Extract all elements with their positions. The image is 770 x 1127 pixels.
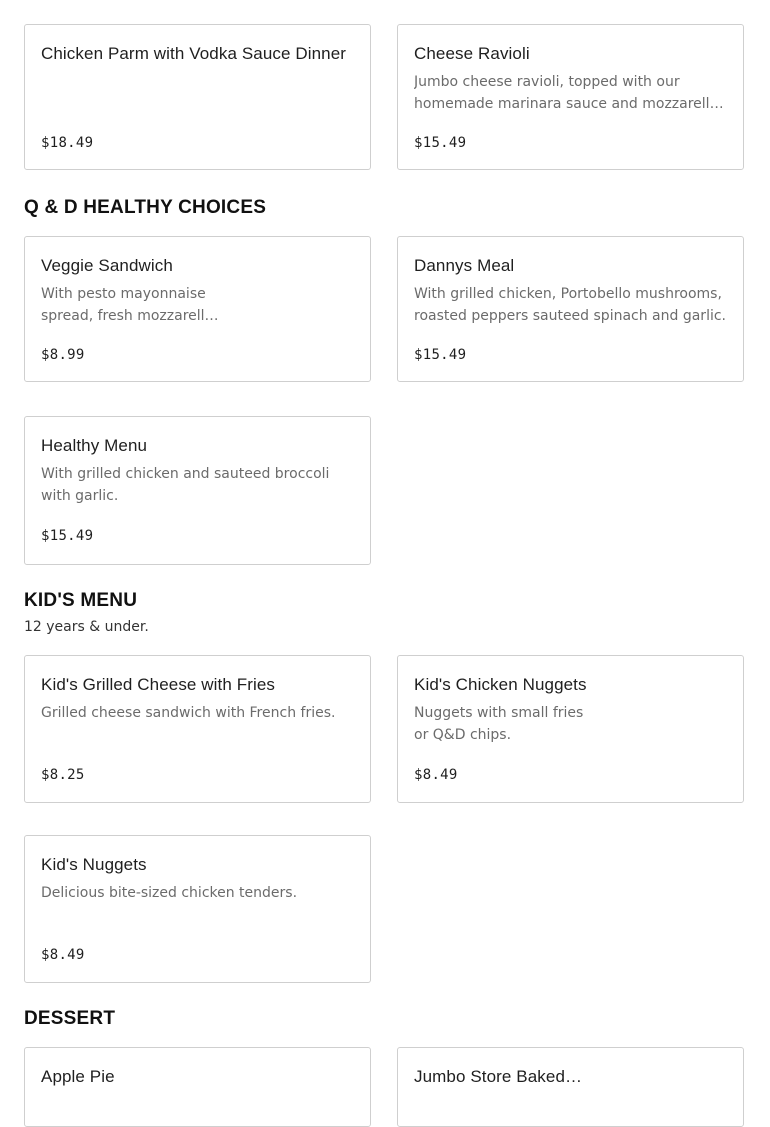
menu-item-card[interactable] (24, 655, 371, 803)
menu-item-price: $15.49 (414, 347, 467, 363)
menu-item-name: Kid's Grilled Cheese with Fries (41, 675, 276, 694)
menu-item-name: Kid's Chicken Nuggets (414, 675, 587, 694)
menu-item-price: $8.99 (41, 347, 85, 363)
menu-item-price: $15.49 (414, 135, 467, 151)
menu-item-card[interactable] (24, 416, 371, 565)
menu-item-price: $8.49 (41, 947, 85, 963)
menu-item-card[interactable] (397, 1047, 744, 1127)
menu-item-description: Grilled cheese sandwich with French fries. (41, 705, 336, 721)
menu-item-card[interactable] (397, 24, 744, 170)
menu-item-name: Dannys Meal (414, 256, 515, 275)
menu-item-card[interactable] (24, 236, 371, 382)
menu-item-name: Healthy Menu (41, 436, 148, 455)
section-title-kids: KID'S MENU (24, 590, 138, 611)
menu-item-name: Apple Pie (41, 1067, 115, 1086)
menu-item-description: Delicious bite-sized chicken tenders. (41, 885, 298, 901)
menu-item-card[interactable] (24, 24, 371, 170)
menu-item-description: Jumbo cheese ravioli, topped with our homemade marinara sauce and mozzarella (414, 74, 719, 112)
menu-item-description: With grilled chicken and sauteed broccoli with garlic. (41, 466, 330, 504)
menu-item-price: $15.49 (41, 528, 94, 544)
menu-item-price: $18.49 (41, 135, 94, 151)
menu-item-name: Jumbo Store Baked… (414, 1067, 583, 1086)
menu-item-card[interactable] (24, 835, 371, 983)
menu-item-description: With grilled chicken, Portobello mushrooms, roasted peppers sauteed spinach and garlic. (414, 286, 726, 324)
menu-item-card[interactable] (397, 655, 744, 803)
menu-item-price: $8.49 (414, 767, 458, 783)
menu-item-name: Cheese Ravioli (414, 44, 530, 63)
menu-item-name: Kid's Nuggets (41, 855, 147, 874)
menu-item-description: Nuggets with small fries or Q&D chips. (414, 705, 584, 743)
section-title-healthy: Q & D HEALTHY CHOICES (24, 197, 267, 218)
menu-item-card[interactable] (24, 1047, 371, 1127)
menu-item-description: With pesto mayonnaise spread, fresh mozzarella (41, 286, 214, 324)
menu-item-price: $8.25 (41, 767, 85, 783)
menu-item-card[interactable] (397, 236, 744, 382)
section-title-dessert: DESSERT (24, 1008, 116, 1029)
menu-item-name: Chicken Parm with Vodka Sauce Dinner (41, 44, 347, 63)
section-subtitle-kids: 12 years & under. (24, 619, 149, 635)
menu-item-name: Veggie Sandwich (41, 256, 173, 275)
